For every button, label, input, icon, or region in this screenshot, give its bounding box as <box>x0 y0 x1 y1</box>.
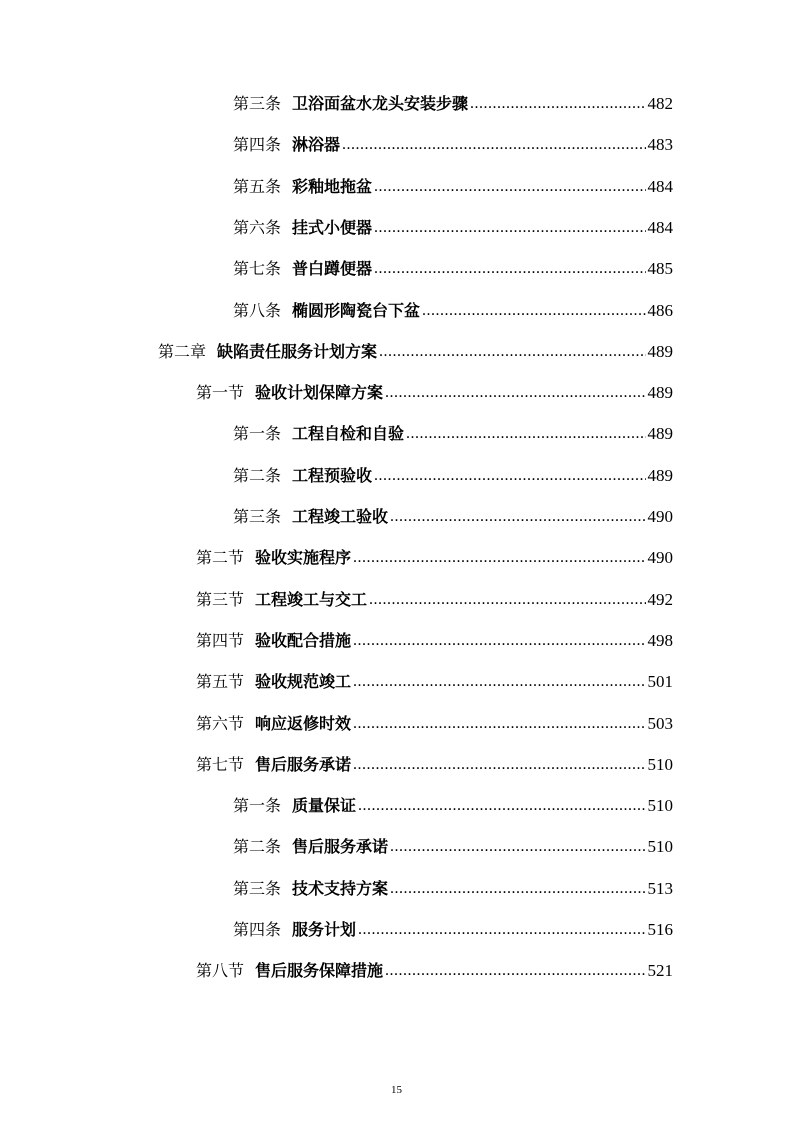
toc-entry-page: 484 <box>647 217 673 237</box>
toc-entry-number: 第三条 <box>233 878 282 898</box>
toc-entry[interactable] <box>196 586 673 610</box>
toc-entry-title: 椭圆形陶瓷台下盆 <box>292 300 421 320</box>
toc-entry[interactable] <box>233 131 673 155</box>
toc-entry-number: 第三节 <box>196 589 245 609</box>
toc-dot-leader <box>353 755 645 775</box>
toc-dot-leader <box>390 879 645 899</box>
toc-entry-page: 489 <box>647 341 673 361</box>
toc-dot-leader <box>422 301 645 321</box>
toc-dot-leader <box>390 507 645 527</box>
toc-entry-title: 淋浴器 <box>292 135 341 155</box>
toc-entry-page: 510 <box>647 837 673 857</box>
toc-entry-page: 510 <box>647 796 673 816</box>
toc-entry-number: 第八节 <box>196 961 245 981</box>
toc-entry[interactable] <box>233 503 673 527</box>
toc-dot-leader <box>374 259 645 279</box>
toc-dot-leader <box>358 920 645 940</box>
toc-dot-leader <box>379 342 645 362</box>
toc-entry-title: 卫浴面盆水龙头安装步骤 <box>292 94 469 113</box>
toc-entry-title: 挂式小便器 <box>292 217 373 237</box>
toc-entry[interactable] <box>233 792 673 816</box>
toc-entry-page: 483 <box>647 135 673 155</box>
toc-entry-number: 第一条 <box>233 424 282 444</box>
toc-entry[interactable] <box>233 90 673 114</box>
toc-entry[interactable] <box>196 668 673 692</box>
toc-entry-number: 第二条 <box>233 837 282 857</box>
toc-dot-leader <box>369 590 645 610</box>
toc-entry-page: 521 <box>647 961 673 981</box>
toc-dot-leader <box>353 631 645 651</box>
toc-entry-page: 489 <box>647 424 673 444</box>
toc-entry-page: 486 <box>647 300 673 320</box>
toc-entry[interactable] <box>233 462 673 486</box>
toc-entry-title: 响应返修时效 <box>255 713 352 733</box>
toc-entry[interactable] <box>196 751 673 775</box>
toc-dot-leader <box>385 383 645 403</box>
toc-entry-page: 516 <box>647 920 673 939</box>
toc-entry-page: 490 <box>647 507 673 526</box>
toc-entry-number: 第二章 <box>158 341 207 361</box>
toc-dot-leader <box>374 177 645 197</box>
toc-entry-page: 503 <box>647 713 673 733</box>
toc-entry-page: 489 <box>647 465 673 485</box>
toc-entry-title: 工程预验收 <box>292 465 373 485</box>
toc-dot-leader <box>390 837 645 857</box>
toc-dot-leader <box>374 218 645 238</box>
toc-entry-number: 第二条 <box>233 465 282 485</box>
toc-entry-page: 482 <box>647 94 673 113</box>
toc-entry-title: 彩釉地拖盆 <box>292 176 373 196</box>
toc-entry-number: 第六条 <box>233 217 282 237</box>
toc-dot-leader <box>358 796 645 816</box>
toc-dot-leader <box>353 548 645 568</box>
toc-entry[interactable] <box>158 338 673 362</box>
toc-dot-leader <box>470 94 645 114</box>
toc-entry-number: 第一节 <box>196 383 245 403</box>
toc-entry[interactable] <box>233 214 673 238</box>
toc-entry-title: 质量保证 <box>292 796 357 816</box>
toc-entry-number: 第四条 <box>233 135 282 155</box>
toc-entry-number: 第三条 <box>233 507 282 526</box>
toc-dot-leader <box>353 714 645 734</box>
toc-entry[interactable] <box>196 379 673 403</box>
toc-entry[interactable] <box>233 297 673 321</box>
toc-dot-leader <box>342 135 645 155</box>
toc-entry-title: 售后服务承诺 <box>292 837 389 857</box>
toc-entry-page: 498 <box>647 630 673 650</box>
toc-entry-title: 工程竣工验收 <box>292 507 389 526</box>
toc-entry-title: 技术支持方案 <box>292 878 389 898</box>
toc-entry-page: 513 <box>647 878 673 898</box>
toc-entry-title: 售后服务保障措施 <box>255 961 384 981</box>
toc-entry-number: 第七条 <box>233 259 282 279</box>
toc-entry-title: 工程竣工与交工 <box>255 589 368 609</box>
toc-entry[interactable] <box>233 875 673 899</box>
toc-entry-number: 第三条 <box>233 94 282 113</box>
toc-entry-number: 第八条 <box>233 300 282 320</box>
toc-entry[interactable] <box>196 957 673 981</box>
toc-entry-title: 验收计划保障方案 <box>255 383 384 403</box>
toc-entry-page: 492 <box>647 589 673 609</box>
toc-entry-title: 服务计划 <box>292 920 357 939</box>
toc-entry-title: 工程自检和自验 <box>292 424 405 444</box>
toc-entry-number: 第五条 <box>233 176 282 196</box>
toc-entry-page: 501 <box>647 672 673 692</box>
toc-entry-title: 售后服务承诺 <box>255 754 352 774</box>
toc-entry-number: 第二节 <box>196 548 245 568</box>
toc-entry-number: 第七节 <box>196 754 245 774</box>
toc-entry[interactable] <box>233 420 673 444</box>
toc-entry-title: 缺陷责任服务计划方案 <box>217 341 378 361</box>
toc-dot-leader <box>385 961 645 981</box>
toc-entry[interactable] <box>196 710 673 734</box>
toc-entry[interactable] <box>233 173 673 197</box>
toc-entry-page: 490 <box>647 548 673 568</box>
toc-dot-leader <box>374 466 645 486</box>
toc-dot-leader <box>353 672 645 692</box>
toc-entry-title: 验收配合措施 <box>255 630 352 650</box>
page-number: 15 <box>391 1084 402 1096</box>
toc-entry-title: 验收实施程序 <box>255 548 352 568</box>
toc-entry[interactable] <box>196 544 673 568</box>
toc-entry-number: 第六节 <box>196 713 245 733</box>
toc-entry-title: 验收规范竣工 <box>255 672 352 692</box>
toc-dot-leader <box>406 424 645 444</box>
toc-entry-page: 485 <box>647 259 673 279</box>
toc-entry-number: 第四条 <box>233 920 282 939</box>
toc-entry[interactable] <box>233 916 673 940</box>
toc-entry[interactable] <box>196 627 673 651</box>
toc-entry-number: 第一条 <box>233 796 282 816</box>
toc-entry-number: 第五节 <box>196 672 245 692</box>
toc-entry[interactable] <box>233 833 673 857</box>
toc-entry-page: 510 <box>647 754 673 774</box>
toc-entry-number: 第四节 <box>196 630 245 650</box>
toc-entry-title: 普白蹲便器 <box>292 259 373 279</box>
toc-entry[interactable] <box>233 255 673 279</box>
toc-entry-page: 484 <box>647 176 673 196</box>
toc-entry-page: 489 <box>647 383 673 403</box>
